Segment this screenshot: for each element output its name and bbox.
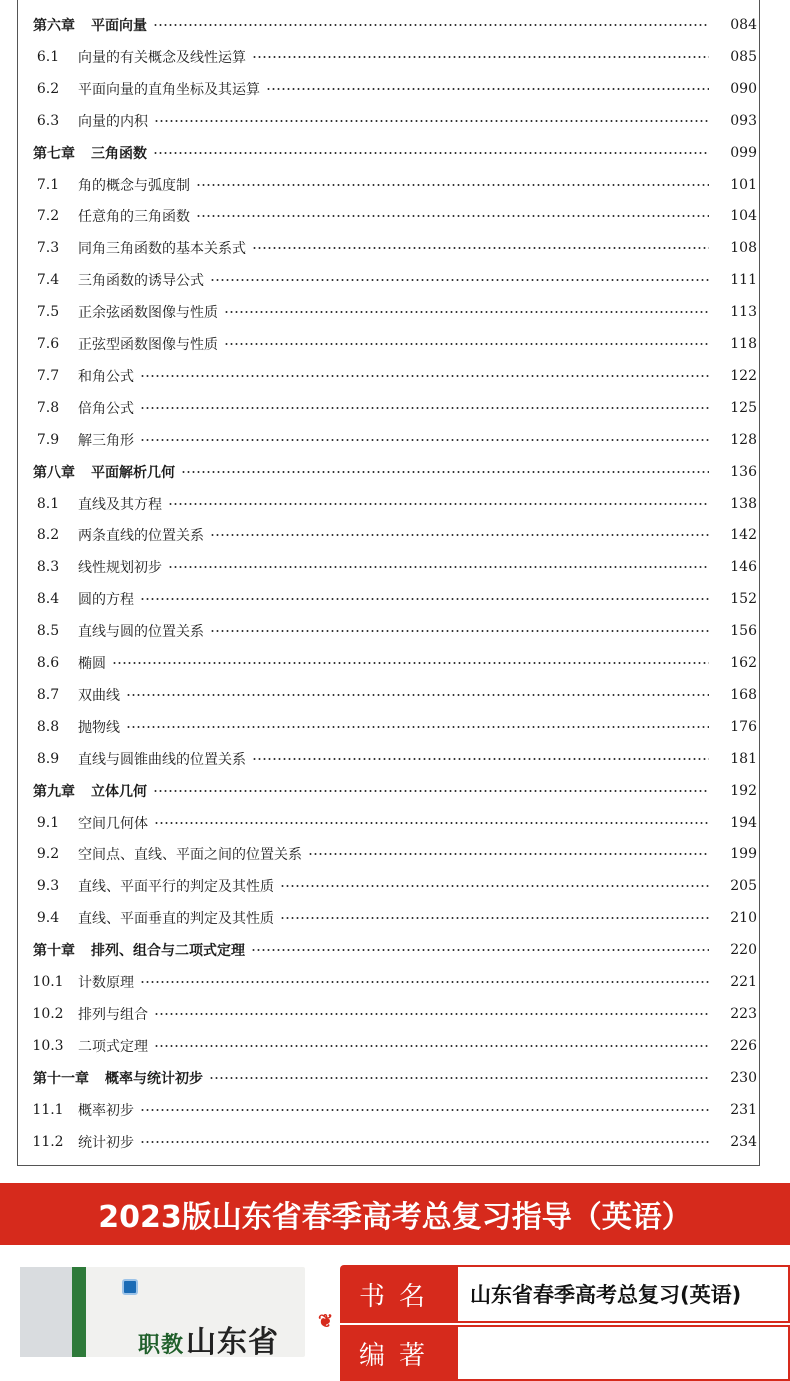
toc-section-row bbox=[18, 201, 759, 231]
toc-title: 排列与组合 bbox=[78, 1006, 148, 1023]
toc-page-number: 192 bbox=[730, 782, 757, 799]
toc-page-number: 176 bbox=[730, 718, 757, 735]
toc-dot-leader bbox=[168, 503, 709, 505]
info-label: 编著 bbox=[340, 1325, 458, 1381]
toc-section-row bbox=[18, 297, 759, 327]
toc-page-number: 231 bbox=[730, 1101, 757, 1118]
toc-title: 排列、组合与二项式定理 bbox=[91, 943, 245, 960]
toc-number: 第十章 bbox=[33, 943, 75, 960]
toc-page-number: 084 bbox=[730, 17, 757, 33]
toc-dot-leader bbox=[210, 279, 709, 281]
toc-section-row bbox=[18, 393, 759, 423]
product-banner bbox=[0, 1183, 790, 1245]
toc-dot-leader bbox=[266, 88, 709, 90]
toc-dot-leader bbox=[153, 24, 709, 26]
toc-title: 三角函数的诱导公式 bbox=[78, 273, 204, 290]
info-label: 书名 bbox=[340, 1265, 458, 1323]
toc-title: 概率初步 bbox=[78, 1102, 134, 1119]
toc-page-number: 138 bbox=[730, 495, 757, 512]
toc-dot-leader bbox=[252, 758, 709, 760]
toc-title: 同角三角函数的基本关系式 bbox=[78, 241, 246, 258]
toc-page-number: 113 bbox=[730, 304, 757, 321]
toc-title: 空间几何体 bbox=[78, 815, 148, 832]
toc-number: 7.4 bbox=[36, 272, 60, 289]
toc-section-row bbox=[18, 106, 759, 136]
toc-page-number: 085 bbox=[730, 48, 757, 65]
toc-number: 7.7 bbox=[36, 367, 60, 384]
toc-section-row bbox=[18, 584, 759, 614]
toc-dot-leader bbox=[140, 1141, 709, 1143]
toc-title: 立体几何 bbox=[91, 783, 147, 800]
book-info-table bbox=[340, 1265, 790, 1381]
toc-title: 椭圆 bbox=[78, 656, 106, 672]
toc-page-number: 108 bbox=[730, 240, 757, 257]
toc-section-row bbox=[18, 425, 759, 455]
book-cover-title bbox=[138, 1317, 279, 1361]
toc-dot-leader bbox=[140, 1109, 709, 1111]
toc-page-number: 194 bbox=[730, 814, 757, 831]
toc-number: 9.1 bbox=[36, 814, 60, 831]
toc-section-row bbox=[18, 520, 759, 550]
toc-number: 9.2 bbox=[36, 846, 60, 863]
toc-title: 平面解析几何 bbox=[91, 464, 175, 481]
book-stripe bbox=[72, 1267, 86, 1357]
toc-chapter-row bbox=[18, 10, 759, 40]
toc-chapter-row bbox=[18, 776, 759, 806]
toc-section-row bbox=[18, 680, 759, 710]
toc-title: 正余弦函数图像与性质 bbox=[78, 305, 218, 322]
toc-section-row bbox=[18, 839, 759, 869]
toc-dot-leader bbox=[140, 439, 709, 441]
toc-number: 8.6 bbox=[36, 655, 60, 671]
toc-title: 向量的有关概念及线性运算 bbox=[78, 49, 246, 66]
toc-dot-leader bbox=[224, 343, 709, 345]
book-cover-small-title: 职教 bbox=[138, 1333, 185, 1358]
toc-dot-leader bbox=[154, 120, 709, 122]
toc-title: 空间点、直线、平面之间的位置关系 bbox=[78, 847, 302, 864]
toc-number: 7.6 bbox=[36, 336, 60, 352]
toc-page-number: 181 bbox=[730, 750, 757, 767]
toc-number: 9.4 bbox=[36, 910, 60, 927]
info-value: 山东省春季高考总复习(英语) bbox=[458, 1265, 790, 1323]
toc-section-row bbox=[18, 1127, 759, 1157]
toc-section-row bbox=[18, 74, 759, 104]
toc-section-row bbox=[18, 552, 759, 582]
toc-title: 直线与圆的位置关系 bbox=[78, 624, 204, 641]
toc-page-number: 122 bbox=[730, 367, 757, 384]
toc-section-row bbox=[18, 489, 759, 519]
toc-page-number: 090 bbox=[730, 80, 757, 97]
toc-chapter-row bbox=[18, 1063, 759, 1093]
toc-page-number: 104 bbox=[730, 208, 757, 225]
banner-title: 2023版山东省春季高考总复习指导（英语） bbox=[98, 1200, 692, 1235]
toc-title: 倍角公式 bbox=[78, 400, 134, 417]
toc-number: 10.1 bbox=[32, 974, 64, 990]
toc-dot-leader bbox=[209, 1077, 709, 1079]
toc-section-row bbox=[18, 712, 759, 742]
toc-page-number: 128 bbox=[730, 431, 757, 448]
toc-dot-leader bbox=[196, 184, 709, 186]
toc-page-number: 230 bbox=[730, 1069, 757, 1086]
toc-dot-leader bbox=[126, 726, 709, 728]
info-row-title bbox=[340, 1265, 790, 1323]
toc-page-number: 136 bbox=[730, 463, 757, 480]
toc-number: 8.1 bbox=[36, 495, 60, 512]
toc-number: 6.3 bbox=[36, 112, 60, 129]
toc-page-number: 156 bbox=[730, 623, 757, 640]
toc-dot-leader bbox=[112, 662, 709, 664]
toc-title: 圆的方程 bbox=[78, 592, 134, 609]
toc-section-row bbox=[18, 744, 759, 774]
toc-section-row bbox=[18, 967, 759, 997]
toc-dot-leader bbox=[251, 949, 709, 951]
toc-number: 7.5 bbox=[36, 304, 60, 321]
toc-number: 8.7 bbox=[36, 686, 60, 703]
table-of-contents bbox=[17, 0, 760, 1166]
toc-number: 第八章 bbox=[33, 464, 75, 481]
toc-title: 直线、平面平行的判定及其性质 bbox=[78, 879, 274, 896]
toc-dot-leader bbox=[224, 311, 709, 313]
toc-number: 7.9 bbox=[36, 431, 60, 448]
toc-section-row bbox=[18, 648, 759, 678]
toc-chapter-row bbox=[18, 457, 759, 487]
toc-number: 10.2 bbox=[32, 1005, 64, 1022]
toc-number: 8.9 bbox=[36, 750, 60, 767]
toc-section-row bbox=[18, 808, 759, 838]
toc-number: 第十一章 bbox=[33, 1070, 89, 1087]
toc-page-number: 111 bbox=[730, 272, 757, 289]
toc-dot-leader bbox=[280, 885, 709, 887]
book-cover-main-title: 山东省 bbox=[186, 1325, 280, 1360]
toc-chapter-row bbox=[18, 935, 759, 965]
toc-dot-leader bbox=[140, 981, 709, 983]
toc-title: 直线及其方程 bbox=[78, 496, 162, 513]
toc-dot-leader bbox=[154, 1013, 709, 1015]
leaf-decoration-icon: ❦ bbox=[318, 1311, 334, 1332]
toc-page-number: 205 bbox=[730, 878, 757, 895]
toc-title: 平面向量的直角坐标及其运算 bbox=[78, 81, 260, 98]
toc-number: 8.5 bbox=[36, 623, 60, 640]
toc-page-number: 118 bbox=[730, 336, 757, 352]
toc-page-number: 152 bbox=[730, 591, 757, 608]
toc-page-number: 199 bbox=[730, 846, 757, 863]
toc-dot-leader bbox=[140, 375, 709, 377]
info-row-author bbox=[340, 1323, 790, 1381]
toc-number: 第九章 bbox=[33, 783, 75, 800]
toc-dot-leader bbox=[280, 917, 709, 919]
toc-dot-leader bbox=[196, 215, 709, 217]
toc-dot-leader bbox=[168, 566, 709, 568]
toc-title: 计数原理 bbox=[78, 975, 134, 991]
toc-number: 11.2 bbox=[32, 1133, 64, 1150]
toc-number: 8.8 bbox=[36, 718, 60, 735]
toc-title: 双曲线 bbox=[78, 687, 120, 704]
toc-number: 6.2 bbox=[36, 80, 60, 97]
toc-dot-leader bbox=[252, 56, 709, 58]
toc-section-row bbox=[18, 42, 759, 72]
toc-page-number: 093 bbox=[730, 112, 757, 129]
toc-number: 7.3 bbox=[36, 240, 60, 257]
toc-section-row bbox=[18, 1095, 759, 1125]
toc-title: 二项式定理 bbox=[78, 1038, 148, 1055]
toc-number: 7.8 bbox=[36, 399, 60, 416]
toc-number: 第七章 bbox=[33, 145, 75, 162]
toc-page-number: 168 bbox=[730, 686, 757, 703]
toc-title: 解三角形 bbox=[78, 432, 134, 449]
toc-title: 平面向量 bbox=[91, 18, 147, 34]
toc-page-number: 234 bbox=[730, 1133, 757, 1150]
toc-section-row bbox=[18, 1031, 759, 1061]
book-spine bbox=[20, 1267, 72, 1357]
toc-number: 8.4 bbox=[36, 591, 60, 608]
toc-page-number: 220 bbox=[730, 942, 757, 959]
toc-title: 和角公式 bbox=[78, 368, 134, 385]
toc-page-number: 125 bbox=[730, 399, 757, 416]
toc-title: 抛物线 bbox=[78, 719, 120, 736]
toc-dot-leader bbox=[154, 822, 709, 824]
toc-section-row bbox=[18, 361, 759, 391]
toc-number: 8.3 bbox=[36, 559, 60, 576]
toc-page-number: 146 bbox=[730, 559, 757, 576]
toc-dot-leader bbox=[181, 471, 709, 473]
toc-title: 向量的内积 bbox=[78, 113, 148, 130]
toc-section-row bbox=[18, 903, 759, 933]
toc-title: 直线、平面垂直的判定及其性质 bbox=[78, 911, 274, 928]
toc-dot-leader bbox=[308, 853, 709, 855]
toc-number: 6.1 bbox=[36, 48, 60, 65]
toc-section-row bbox=[18, 329, 759, 359]
toc-section-row bbox=[18, 265, 759, 295]
toc-chapter-row bbox=[18, 138, 759, 168]
toc-title: 两条直线的位置关系 bbox=[78, 528, 204, 545]
toc-title: 正弦型函数图像与性质 bbox=[78, 337, 218, 353]
toc-dot-leader bbox=[210, 534, 709, 536]
toc-title: 线性规划初步 bbox=[78, 560, 162, 577]
toc-title: 任意角的三角函数 bbox=[78, 209, 190, 226]
toc-number: 9.3 bbox=[36, 878, 60, 895]
toc-dot-leader bbox=[252, 247, 709, 249]
toc-dot-leader bbox=[153, 790, 709, 792]
toc-page-number: 101 bbox=[730, 176, 757, 193]
toc-title: 直线与圆锥曲线的位置关系 bbox=[78, 751, 246, 768]
toc-page-number: 221 bbox=[730, 974, 757, 990]
toc-page-number: 142 bbox=[730, 527, 757, 544]
toc-page-number: 210 bbox=[730, 910, 757, 927]
product-info-section bbox=[0, 1245, 790, 1371]
toc-number: 11.1 bbox=[32, 1101, 64, 1118]
toc-title: 统计初步 bbox=[78, 1134, 134, 1151]
toc-page-number: 162 bbox=[730, 655, 757, 671]
toc-dot-leader bbox=[140, 598, 709, 600]
toc-page-number: 223 bbox=[730, 1005, 757, 1022]
toc-section-row bbox=[18, 871, 759, 901]
toc-dot-leader bbox=[126, 694, 709, 696]
toc-page-number: 226 bbox=[730, 1037, 757, 1054]
toc-number: 8.2 bbox=[36, 527, 60, 544]
info-value bbox=[458, 1325, 790, 1381]
toc-title: 概率与统计初步 bbox=[105, 1070, 203, 1087]
toc-section-row bbox=[18, 233, 759, 263]
toc-number: 第六章 bbox=[33, 18, 75, 34]
toc-dot-leader bbox=[154, 1045, 709, 1047]
toc-number: 10.3 bbox=[32, 1037, 64, 1054]
toc-number: 7.2 bbox=[36, 208, 60, 225]
toc-section-row bbox=[18, 999, 759, 1029]
toc-section-row bbox=[18, 170, 759, 200]
toc-dot-leader bbox=[153, 152, 709, 154]
toc-title: 三角函数 bbox=[91, 145, 147, 162]
toc-section-row bbox=[18, 616, 759, 646]
toc-dot-leader bbox=[140, 407, 709, 409]
toc-page-number: 099 bbox=[730, 144, 757, 161]
toc-number: 7.1 bbox=[36, 176, 60, 193]
toc-dot-leader bbox=[210, 630, 709, 632]
toc-title: 角的概念与弧度制 bbox=[78, 177, 190, 194]
publisher-logo-icon bbox=[122, 1279, 138, 1295]
book-cover-image bbox=[20, 1267, 305, 1360]
